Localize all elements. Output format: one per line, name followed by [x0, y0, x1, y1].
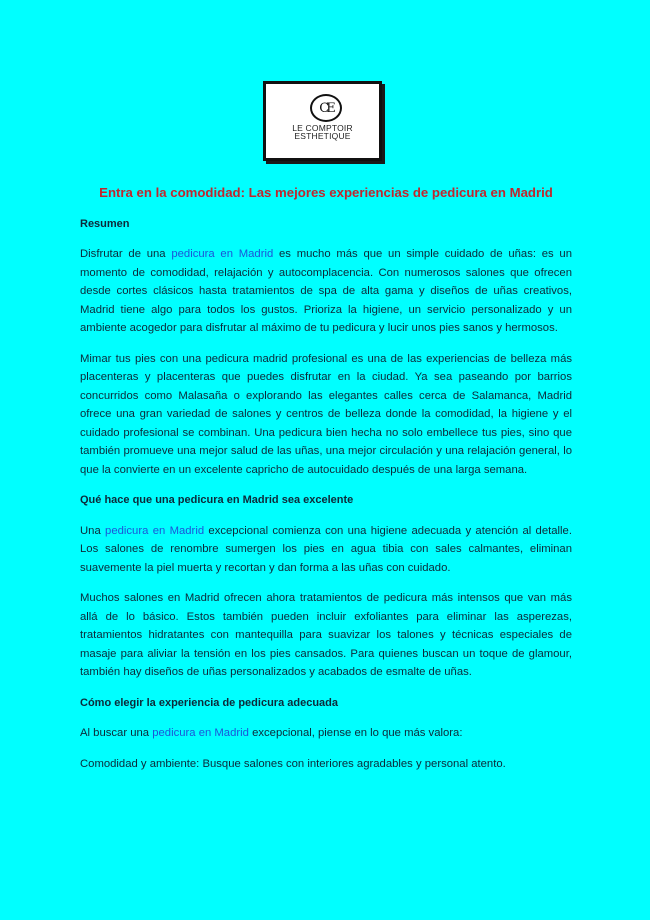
- paragraph: [80, 522, 572, 578]
- paragraph-text: excepcional, piense en lo que más valora:: [248, 727, 463, 739]
- paragraph: [80, 245, 572, 338]
- paragraph-text: excepcional comienza con una higiene adecuada y atención al detalle. Los salones de renombre sumergen los pies en agua tibia con sales calmantes, eliminan suavemente la piel muerta y recortan y dan forma a las uñas con cuidado.: [80, 524, 572, 574]
- paragraph: Mimar tus pies con una pedicura madrid profesional es una de las experiencias de belleza más placenteras y placenteras que puedes disfrutar en la ciudad. Ya sea paseando por barrios concurridos como Malasaña o explorando las elegantes calles cerca de Salamanca, Madrid ofrece una gran variedad de salones y centros de belleza donde la comodidad, la higiene y el cuidado profesional se combinan. Una pedicura bien hecha no solo embellece tus pies, sino que también promueve una mejor salud de las uñas, una mejor circulación y una relajación general, lo que la convierte en un excelente capricho de autocuidado después de una larga semana.: [80, 352, 572, 476]
- monogram-icon: CE: [310, 94, 342, 122]
- pedicura-link[interactable]: pedicura en Madrid: [171, 248, 274, 260]
- section-heading-elegir: Cómo elegir la experiencia de pedicura adecuada: [80, 696, 338, 709]
- section-heading-resumen: Resumen: [80, 217, 130, 230]
- logo-text: [266, 124, 379, 140]
- paragraph: [80, 724, 572, 743]
- paragraph-text: Una: [80, 524, 106, 537]
- document-title: Entra en la comodidad: Las mejores experiencias de pedicura en Madrid: [99, 185, 553, 200]
- paragraph-text: es mucho más que un simple cuidado de uñas: es un momento de comodidad, relajación y autocomplacencia. Con numerosos salones que ofrecen desde cortes clásicos hasta tratamientos de spa de alta gama y diseños de uñas creativos, Madrid tiene algo para todos los gustos. Prioriza la higiene, un servicio personalizado y un ambiente acogedor para disfrutar al máximo de tu pedicura y lucir unos pies sanos y hermosos.: [80, 248, 572, 334]
- pedicura-link[interactable]: pedicura en Madrid: [152, 727, 249, 739]
- paragraph: Comodidad y ambiente: Busque salones con interiores agradables y personal atento.: [80, 757, 506, 770]
- logo-line-2: ESTHETIQUE: [294, 131, 351, 141]
- logo: [263, 81, 382, 161]
- section-heading-excelente: Qué hace que una pedicura en Madrid sea excelente: [80, 494, 354, 506]
- document-body: [80, 184, 572, 785]
- paragraph-text: Al buscar una: [80, 727, 153, 739]
- logo-line-1: LE COMPTOIR: [292, 123, 353, 133]
- paragraph: Muchos salones en Madrid ofrecen ahora tratamientos de pedicura más intensos que van más allá de lo básico. Estos también pueden incluir exfoliantes para eliminar las asperezas, tratamientos hidratantes con mantequilla para suavizar los talones y técnicas especiales de masaje para aliviar la tensión en los pies cansados. Para quienes buscan un toque de glamour, también hay diseños de uñas personalizados y acabados de esmalte de uñas.: [80, 592, 572, 678]
- paragraph-text: Disfrutar de una: [80, 248, 172, 260]
- pedicura-link[interactable]: pedicura en Madrid: [105, 524, 205, 537]
